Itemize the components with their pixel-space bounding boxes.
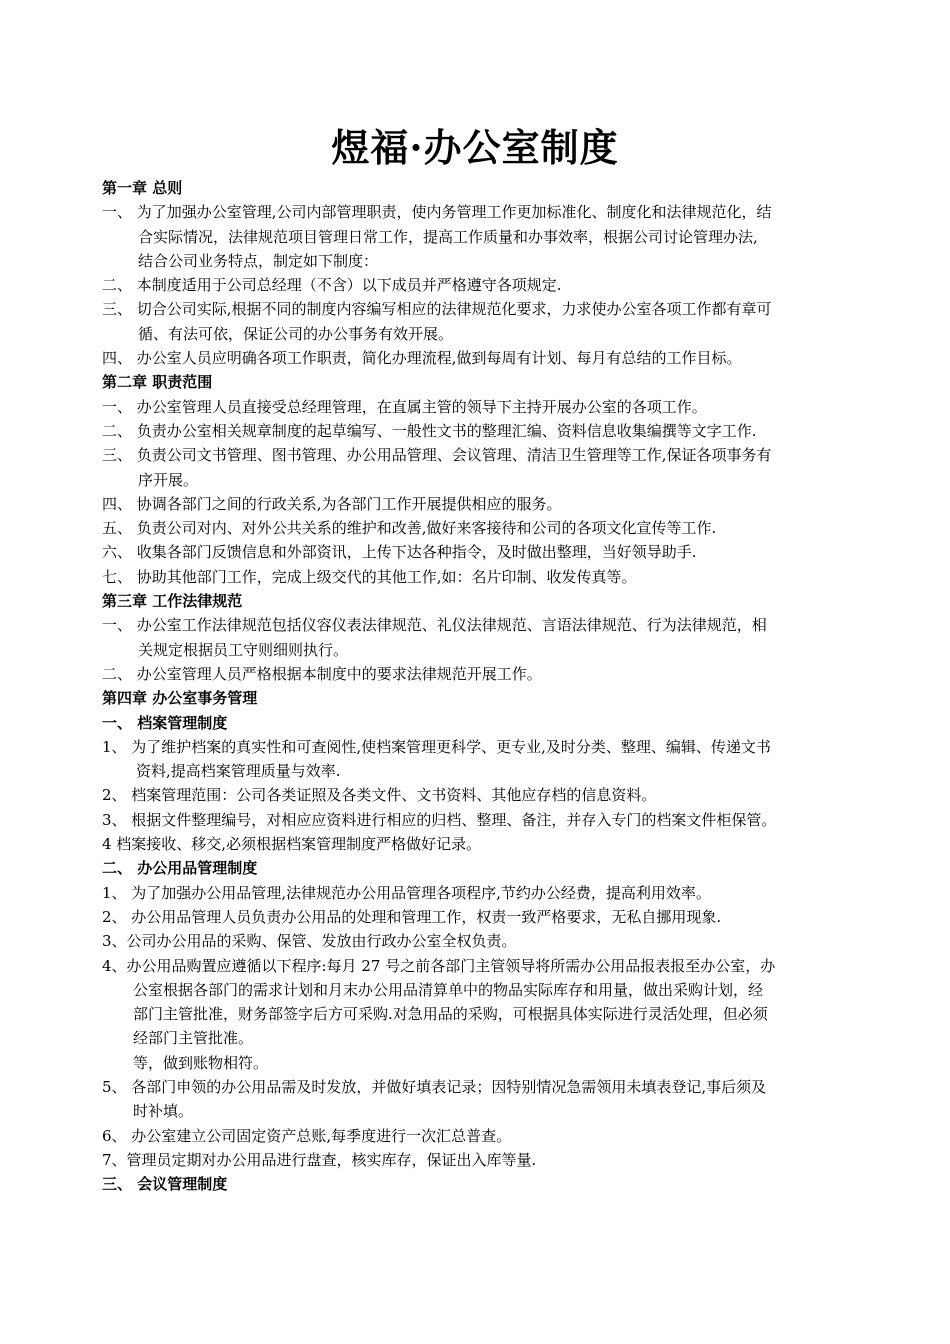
paragraph-line: 5、 各部门申领的办公用品需及时发放，并做好填表记录；因特别情况急需领用未填表登记,事后须及 xyxy=(102,1077,767,1096)
paragraph-line: 三、 负责公司文书管理、图书管理、办公用品管理、会议管理、清洁卫生管理等工作,保证各项事务有 xyxy=(102,446,772,465)
section-heading: 二、 办公用品管理制度 xyxy=(102,859,258,878)
paragraph-line: 六、 收集各部门反馈信息和外部资讯，上传下达各种指令，及时做出整理，当好领导助手. xyxy=(102,543,697,562)
paragraph-line: 经部门主管批准。 xyxy=(133,1029,254,1048)
paragraph-line: 资料,提高档案管理质量与效率. xyxy=(136,762,341,781)
document-title: 煜福·办公室制度 xyxy=(331,125,619,170)
section-heading: 一、 档案管理制度 xyxy=(102,713,228,732)
chapter-heading: 第一章 总则 xyxy=(102,179,183,197)
paragraph-line: 序开展。 xyxy=(138,470,199,489)
paragraph-line: 三、 切合公司实际,根据不同的制度内容编写相应的法律规范化要求，力求使办公室各项工作都有章可 xyxy=(102,300,772,319)
paragraph-line: 部门主管批准，财务部签字后方可采购.对急用品的采购，可根据具体实际进行灵活处理，但必须 xyxy=(133,1005,768,1024)
paragraph-line: 合实际情况，法律规范项目管理日常工作，提高工作质量和办事效率，根据公司讨论管理办法, xyxy=(138,227,758,246)
paragraph-line: 二、 办公室管理人员严格根据本制度中的要求法律规范开展工作。 xyxy=(102,664,542,683)
paragraph-line: 1、 为了加强办公用品管理,法律规范办公用品管理各项程序,节约办公经费，提高利用效率。 xyxy=(102,883,711,902)
paragraph-line: 2、 办公用品管理人员负责办公用品的处理和管理工作，权责一致严格要求，无私自挪用现象. xyxy=(102,907,722,926)
paragraph-line: 时补填。 xyxy=(133,1102,194,1121)
paragraph-line: 1、 为了维护档案的真实性和可查阅性,使档案管理更科学、更专业,及时分类、整理、编辑、传递文书 xyxy=(102,737,771,756)
chapter-heading: 第三章 工作法律规范 xyxy=(102,592,243,611)
paragraph-line: 7、管理员定期对办公用品进行盘查，核实库存，保证出入库等量. xyxy=(102,1150,537,1169)
paragraph-line: 一、 办公室工作法律规范包括仪容仪表法律规范、礼仪法律规范、言语法律规范、行为法律规范，相 xyxy=(102,616,767,635)
paragraph-line: 等，做到账物相符。 xyxy=(133,1053,269,1072)
paragraph-line: 二、 负责办公室相关规章制度的起草编写、一般性文书的整理汇编、资料信息收集编撰等文字工作. xyxy=(102,421,757,440)
paragraph-line: 循、有法可依，保证公司的办公事务有效开展。 xyxy=(138,324,454,343)
paragraph-line: 一、 为了加强办公室管理,公司内部管理职责，使内务管理工作更加标准化、制度化和法律规范化，结 xyxy=(102,203,772,222)
paragraph-line: 结合公司业务特点，制定如下制度： xyxy=(138,251,379,270)
paragraph-line: 关规定根据员工守则细则执行。 xyxy=(138,640,349,659)
section-heading: 三、 会议管理制度 xyxy=(102,1175,228,1194)
paragraph-line: 6、 办公室建立公司固定资产总账,每季度进行一次汇总普查。 xyxy=(102,1126,512,1145)
paragraph-line: 五、 负责公司对内、对外公共关系的维护和改善,做好来客接待和公司的各项文化宣传等工作. xyxy=(102,519,717,538)
paragraph-line: 3、 根据文件整理编号，对相应应资料进行相应的归档、整理、备注，并存入专门的档案文件柜保管。 xyxy=(102,810,777,829)
paragraph-line: 一、 办公室管理人员直接受总经理管理，在直属主管的领导下主持开展办公室的各项工作。 xyxy=(102,397,707,416)
paragraph-line: 公室根据各部门的需求计划和月末办公用品清算单中的物品实际库存和用量，做出采购计划，经 xyxy=(133,980,764,999)
paragraph-line: 七、 协助其他部门工作，完成上级交代的其他工作,如：名片印制、收发传真等。 xyxy=(102,567,637,586)
paragraph-line: 4、办公用品购置应遵循以下程序:每月 27 号之前各部门主管领导将所需办公用品报表报至办公室，办 xyxy=(102,956,776,975)
chapter-heading: 第四章 办公室事务管理 xyxy=(102,689,258,708)
paragraph-line: 3、公司办公用品的采购、保管、发放由行政办公室全权负责。 xyxy=(102,932,517,951)
chapter-heading: 第二章 职责范围 xyxy=(102,373,213,392)
paragraph-line: 二、 本制度适用于公司总经理（不含）以下成员并严格遵守各项规定. xyxy=(102,276,562,295)
paragraph-line: 4 档案接收、移交,必须根据档案管理制度严格做好记录。 xyxy=(102,835,482,854)
document-body xyxy=(102,176,848,1196)
paragraph-line: 四、 办公室人员应明确各项工作职责，简化办理流程,做到每周有计划、每月有总结的工作目标。 xyxy=(102,349,742,368)
paragraph-line: 2、 档案管理范围：公司各类证照及各类文件、文书资料、其他应存档的信息资料。 xyxy=(102,786,657,805)
paragraph-line: 四、 协调各部门之间的行政关系,为各部门工作开展提供相应的服务。 xyxy=(102,494,562,513)
